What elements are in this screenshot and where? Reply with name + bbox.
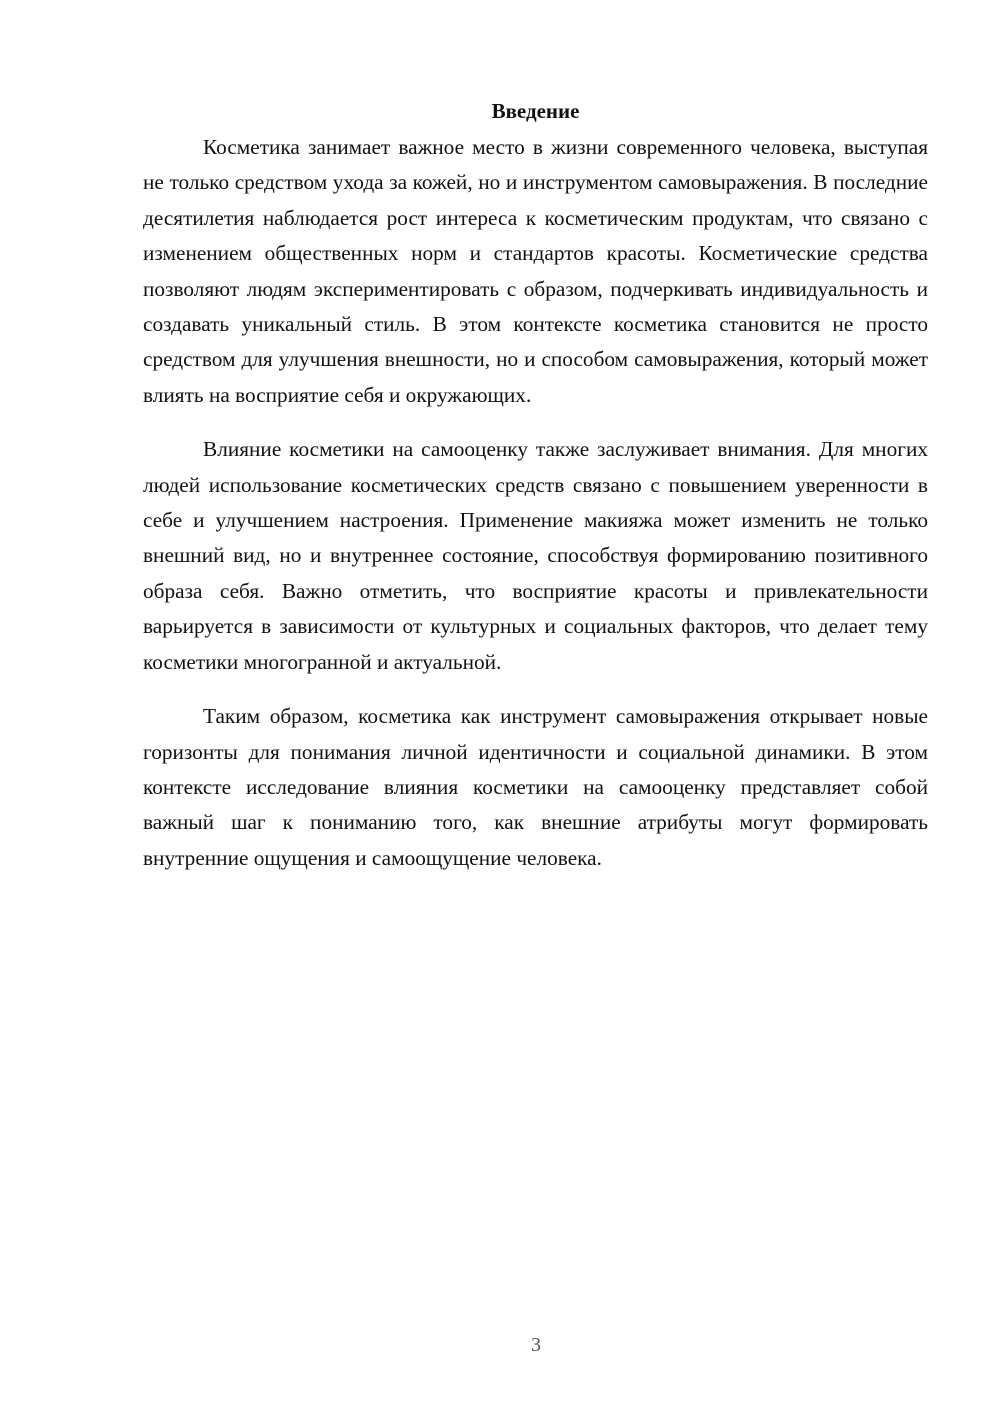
- paragraph-3: Таким образом, косметика как инструмент самовыражения открывает новые горизонты для понимания личной идентичности и социальной динамики. В этом контексте исследование влияния косметики на самооценку представляет собой важный шаг к пониманию того, как внешние атрибуты могут формировать внутренние ощущения и самоощущение человека.: [143, 704, 928, 870]
- page-number: 3: [531, 1334, 541, 1356]
- page-content: [143, 96, 928, 895]
- paragraph-1: Косметика занимает важное место в жизни современного человека, выступая не только средством ухода за кожей, но и инструментом самовыражения. В последние десятилетия наблюдается рост интереса к косметическим продуктам, что связано с изменением общественных норм и стандартов красоты. Косметические средства позволяют людям экспериментировать с образом, подчеркивать индивидуальность и создавать уникальный стиль. В этом контексте косметика становится не просто средством для улучшения внешности, но и способом самовыражения, который может влиять на восприятие себя и окружающих.: [143, 135, 928, 407]
- paragraph-2: Влияние косметики на самооценку также заслуживает внимания. Для многих людей использование косметических средств связано с повышением уверенности в себе и улучшением настроения. Применение макияжа может изменить не только внешний вид, но и внутреннее состояние, способствуя формированию позитивного образа себя. Важно отметить, что восприятие красоты и привлекательности варьируется в зависимости от культурных и социальных факторов, что делает тему косметики многогранной и актуальной.: [143, 437, 928, 674]
- section-title: Введение: [491, 99, 580, 123]
